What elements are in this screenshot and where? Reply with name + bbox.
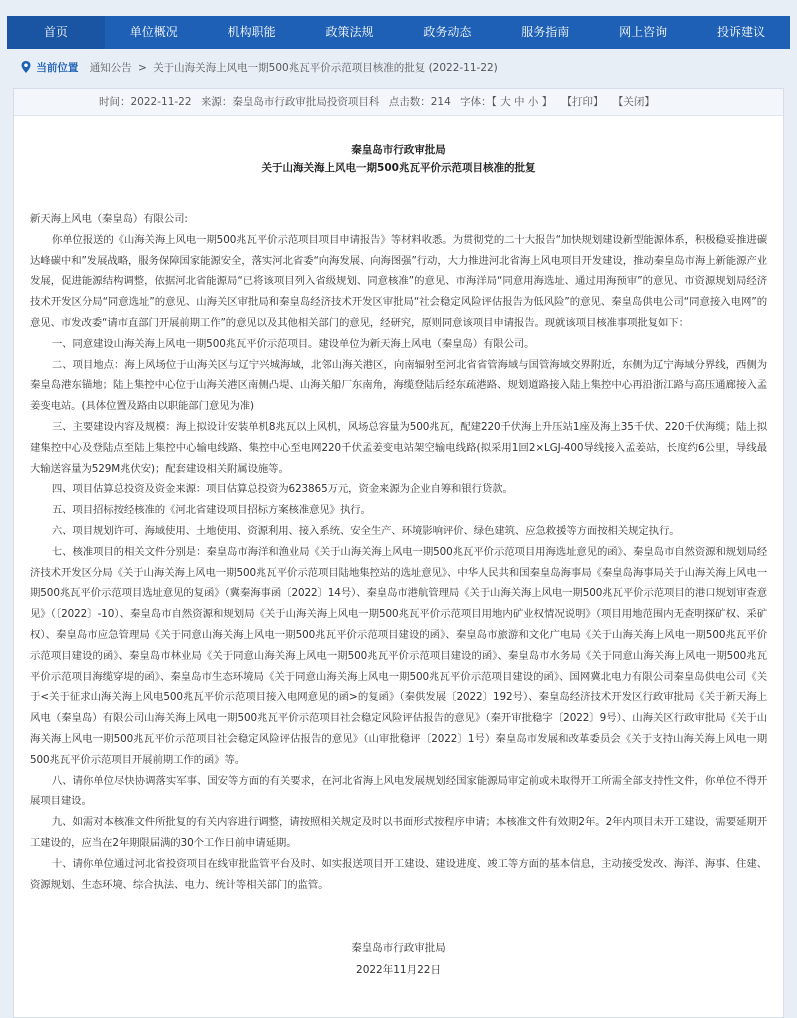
publish-time: 时间：2022-11-22 — [99, 96, 192, 108]
paragraph: 四、项目估算总投资及资金来源：项目估算总投资为623865万元，资金来源为企业自筹和银行贷款。 — [51, 483, 513, 496]
close-link[interactable]: 【关闭】 — [612, 96, 655, 108]
nav-service-guide[interactable]: 服务指南 — [521, 25, 570, 39]
nav-home[interactable]: 首页 — [7, 16, 105, 49]
paragraph: 二、项目地点：海上风场位于山海关区与辽宁兴城海域，北邻山海关港区，向南辐射至河北省省管海域与国管海域交界附近，东侧为辽宁海域分界线，西侧为秦皇岛港东锚地；陆上集控中心位于山海关港区南侧凸堤、山海关船厂东南角，海缆登陆后经东疏港路、规划道路接入陆上集控中心再沿浙江路与高压通廊接入孟姜变电站。(具体位置及路由以职能部门意见为准) — [30, 358, 767, 413]
paragraph: 五、项目招标按经核准的《河北省建设项目招标方案核准意见》执行。 — [51, 504, 371, 517]
font-size-selector[interactable]: 字体：【 大 中 小 】 — [460, 96, 553, 108]
nav-complaints[interactable]: 投诉建议 — [717, 25, 766, 39]
signature-date: 2022年11月22日 — [356, 964, 441, 977]
paragraph: 十、请你单位通过河北省投资项目在线审批监管平台及时、如实报送项目开工建设、建设进度、竣工等方面的基本信息，主动接受发改、海洋、海事、住建、资源规划、生态环境、综合执法、电力、统计等相关部门的监管。 — [30, 857, 767, 891]
paragraph: 九、如需对本核准文件所批复的有关内容进行调整，请按照相关规定及时以书面形式按程序申请；本核准文件有效期2年。2年内项目未开工建设，需要延期开工建设的，应当在2年期限届满的30个工作日前申请延期。 — [30, 816, 767, 849]
article-meta-bar — [14, 89, 783, 116]
breadcrumb-section-link[interactable]: 通知公告 — [89, 62, 132, 74]
click-count: 点击数：214 — [388, 96, 451, 108]
issuing-org: 秦皇岛市行政审批局 — [351, 144, 446, 156]
print-link[interactable]: 【打印】 — [561, 96, 604, 108]
document-title: 关于山海关海上风电一期500兆瓦平价示范项目核准的批复 — [261, 162, 536, 174]
paragraph: 七、核准项目的相关文件分别是：秦皇岛市海洋和渔业局《关于山海关海上风电一期500兆瓦平价示范项目用海选址意见的函》、秦皇岛市自然资源和规划局经济技术开发区分局《关于山海关海上风电一期500兆瓦平价示范项目陆地集控站的选址意见》、中华人民共和国秦皇岛海事局《秦皇岛海事局关于山海关海上风电一期500兆瓦平价示范项目选址意见的复函》（冀秦海事函〔2022〕14号）、秦皇岛市港航管理局《关于山海关海上风电一期500兆瓦平价示范项目的港口规划审查意见》（〔2022〕-10）、秦皇岛市自然资源和规划局《关于山海关海上风电一期500兆瓦平价示范项目用地内矿业权情况说明》（项目用地范围内无查明探矿权、采矿权）、秦皇岛市应急管理局《关于同意山海关海上风电一期500兆瓦平价示范项目建设的函》、秦皇岛市旅游和文化广电局《关于山海关海上风电一期500兆瓦平价示范项目建设的函》、秦皇岛市林业局《关于同意山海关海上风电一期500兆瓦平价示范项目建设的函》、秦皇岛市水务局《关于同意山海关海上风电一期500兆瓦平价示范项目海缆穿堤的函》、秦皇岛市生态环境局《关于同意山海关海上风电一期500兆瓦平价示范项目建设的函》、国网冀北电力有限公司秦皇岛供电公司《关于<关于征求山海关海上风电500兆瓦平价示范项目接入电网意见的函>的复函》（秦供发展〔2022〕192号）、秦皇岛经济技术开发区行政审批局《关于新天海上风电（秦皇岛）有限公司山海关海上风电一期500兆瓦平价示范项目社会稳定风险评估报告的意见》（秦开审批稳字〔2022〕9号）、山海关区行政审批局《关于山海关海上风电一期500兆瓦平价示范项目社会稳定风险评估报告的意见》（山审批稳评〔2022〕1号）秦皇岛市发展和改革委员会《关于支持山海关海上风电一期500兆瓦平价示范项目开展前期工作的函》等。 — [30, 545, 767, 766]
nav-functions[interactable]: 机构职能 — [227, 25, 276, 39]
breadcrumb-current: 关于山海关海上风电一期500兆瓦平价示范项目核准的批复 (2022-11-22) — [153, 62, 498, 74]
paragraph: 你单位报送的《山海关海上风电一期500兆瓦平价示范项目项目申请报告》等材料收悉。为贯彻党的二十大报告“加快规划建设新型能源体系，积极稳妥推进碳达峰碳中和”发展战略，服务保障国家能源安全，落实河北省委“向海发展、向海图强”行动，大力推进河北省海上风电项目开发建设，推动秦皇岛市海上新能源产业发展，促进能源结构调整，依据河北省能源局“已将该项目列入省级规划、同意核准”的意见、市海洋局“同意用海选址、通过用海预审”的意见、市资源规划局经济技术开发区分局“同意选址”的意见、山海关区审批局和秦皇岛经济技术开发区审批局“社会稳定风险评估报告为低风险”的意见、秦皇岛供电公司“同意接入电网”的意见、市发改委“请市直部门开展前期工作”的意见以及其他相关部门的意见，经研究，原则同意该项目申请报告。现就该项目核准事项批复如下： — [30, 233, 767, 329]
breadcrumb-label: 当前位置 — [36, 62, 79, 74]
article-body — [14, 141, 783, 981]
signature-block — [30, 937, 767, 981]
article-source: 来源：秦皇岛市行政审批局投资项目科 — [200, 96, 380, 108]
main-nav — [7, 16, 790, 49]
article-panel — [13, 88, 784, 1018]
nav-unit-overview[interactable]: 单位概况 — [129, 25, 178, 39]
nav-policies[interactable]: 政策法规 — [325, 25, 374, 39]
signature-org: 秦皇岛市行政审批局 — [351, 942, 446, 955]
paragraph: 八、请你单位尽快协调落实军事、国安等方面的有关要求，在河北省海上风电发展规划经国家能源局审定前或未取得开工所需全部支持性文件，你单位不得开展项目建设。 — [30, 774, 767, 808]
paragraph: 六、项目规划许可、海域使用、土地使用、资源利用、接入系统、安全生产、环境影响评价、绿色建筑、应急救援等方面按相关规定执行。 — [51, 524, 680, 537]
paragraph: 一、同意建设山海关海上风电一期500兆瓦平价示范项目。建设单位为新天海上风电（秦皇岛）有限公司。 — [51, 337, 535, 350]
location-pin-icon — [21, 61, 31, 73]
addressee: 新天海上风电（秦皇岛）有限公司: — [30, 213, 188, 225]
document-text — [30, 209, 767, 895]
nav-online-consult[interactable]: 网上咨询 — [619, 25, 668, 39]
nav-news[interactable]: 政务动态 — [423, 25, 472, 39]
paragraph: 三、主要建设内容及规模：海上拟设计安装单机8兆瓦以上风机，风场总容量为500兆瓦，配建220千伏海上升压站1座及海上35千伏、220千伏海缆；陆上拟建集控中心及登陆点至陆上集控中心输电线路、集控中心至电网220千伏孟姜变电站架空输电线路(拟采用1回2×LGJ-400导线接入孟姜站，长度约6公里，导线最大输送容量为529M兆伏安)；配套建设相关附属设施等。 — [30, 420, 767, 475]
breadcrumb-separator: > — [138, 62, 147, 74]
breadcrumb — [7, 56, 790, 80]
